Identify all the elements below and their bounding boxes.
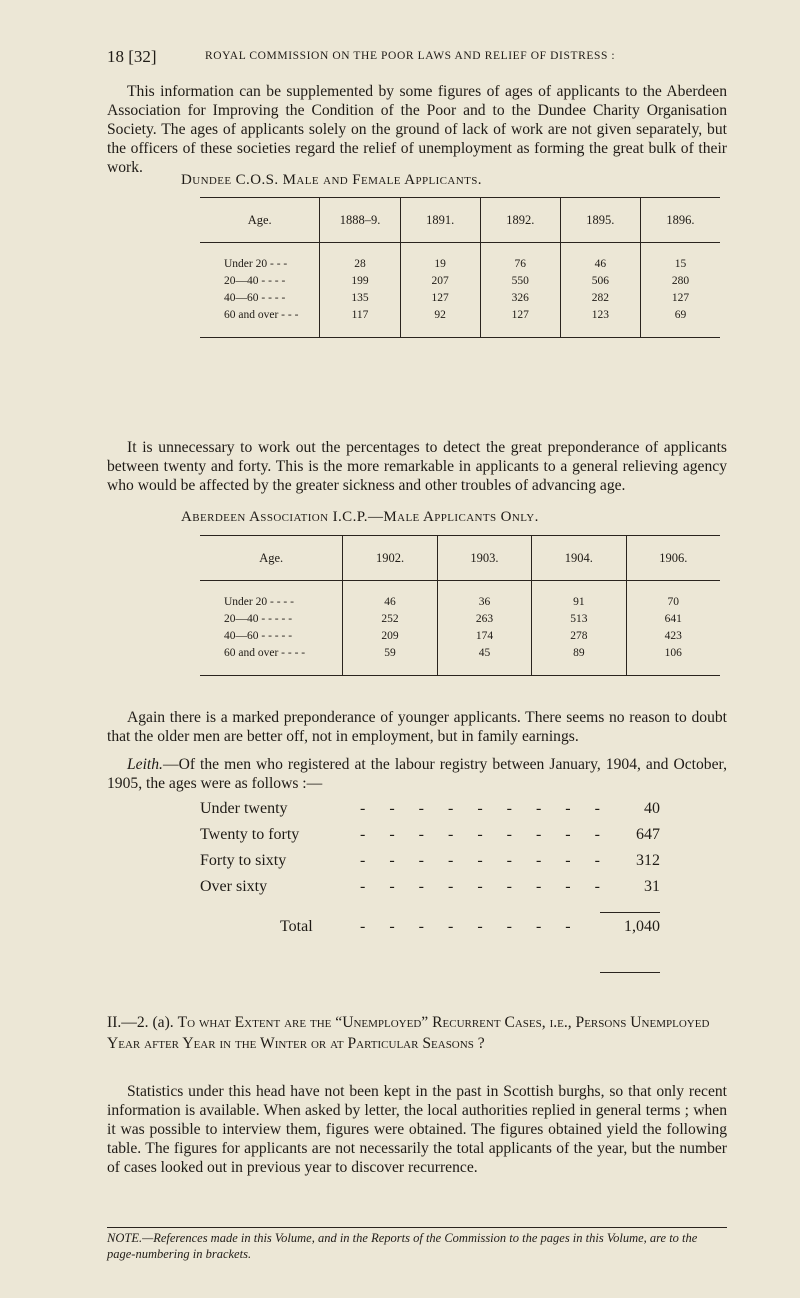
cell: 45 [437, 644, 531, 676]
cell: 89 [532, 644, 626, 676]
row-age: 40—60 - - - - [224, 291, 286, 304]
total-label: Total [280, 918, 313, 935]
list-item-label: Under twenty [200, 800, 288, 817]
table-row [200, 306, 720, 338]
cell: 282 [560, 289, 640, 306]
cell: 280 [640, 272, 720, 289]
total-rule-bottom [600, 972, 660, 973]
leith-paragraph [107, 755, 727, 793]
leith-intro: —Of the men who registered at the labour registry between January, 1904, and October, 1905, the ages were as follows :— [107, 756, 727, 792]
cell: 92 [400, 306, 480, 338]
table2-col-1906: 1906. [626, 536, 720, 581]
table-row [200, 243, 720, 273]
cell: 127 [400, 289, 480, 306]
list-item [200, 852, 660, 878]
cell: 36 [437, 581, 531, 611]
cell: 15 [640, 243, 720, 273]
table2-caption-text: Aberdeen Association I.C.P.—Male Applicants Only. [181, 509, 539, 525]
aberdeen-table [200, 535, 720, 676]
table2-col-1904: 1904. [532, 536, 626, 581]
list-item-value: 312 [636, 852, 660, 869]
list-item-value: 31 [644, 878, 660, 895]
cell: 174 [437, 627, 531, 644]
dundee-table [200, 197, 720, 338]
cell: 209 [343, 627, 437, 644]
table1-col-1891: 1891. [400, 198, 480, 243]
table1-caption [181, 172, 482, 189]
row-age: Under 20 - - - [224, 257, 288, 270]
middle-paragraph: It is unnecessary to work out the percentages to detect the great preponderance of applicants between twenty and forty. This is the more remarkable in applicants to a general relieving agency who would be affected by the greater sickness and other troubles of advancing age. [107, 439, 727, 494]
cell: 70 [626, 581, 720, 611]
section-heading [107, 1012, 727, 1054]
total-spacer [200, 904, 660, 918]
row-age: 20—40 - - - - - [224, 612, 293, 625]
cell: 91 [532, 581, 626, 611]
leith-ages-list [200, 800, 660, 946]
list-item [200, 878, 660, 904]
again-paragraph: Again there is a marked preponderance of younger applicants. There seems no reason to doubt that the older men are better off, not in employment, but in family earnings. [107, 709, 727, 745]
total-rule-top [600, 912, 660, 913]
running-title: ROYAL COMMISSION ON THE POOR LAWS AND RELIEF OF DISTRESS : [205, 50, 616, 62]
row-age: 40—60 - - - - - [224, 629, 293, 642]
cell: 46 [343, 581, 437, 611]
table-row [200, 627, 720, 644]
cell: 252 [343, 610, 437, 627]
page-header [107, 47, 727, 67]
cell: 550 [480, 272, 560, 289]
footnote-rule [107, 1227, 727, 1228]
table1-col-1892: 1892. [480, 198, 560, 243]
cell: 326 [480, 289, 560, 306]
table1-col-1896: 1896. [640, 198, 720, 243]
row-age: Under 20 - - - - [224, 595, 294, 608]
cell: 506 [560, 272, 640, 289]
row-age: 20—40 - - - - [224, 274, 286, 287]
final-paragraph: Statistics under this head have not been kept in the past in Scottish burghs, so that only recent information is available. When asked by letter, the local authorities replied in general terms ; when it was possible to interview them, figures were obtained. The figures obtained yield the following table. The figures for applicants are not necessarily the total applicants of the year, but the number of cases looked out in previous year to discover recurrence. [107, 1083, 727, 1176]
cell: 207 [400, 272, 480, 289]
table2-col-1903: 1903. [437, 536, 531, 581]
cell: 199 [320, 272, 400, 289]
table2-col-age: Age. [200, 536, 343, 581]
leader-dots: - - - - - - - - - [360, 878, 610, 895]
table1-header-row [200, 198, 720, 243]
cell: 135 [320, 289, 400, 306]
cell: 76 [480, 243, 560, 273]
leader-dots: - - - - - - - - - [360, 852, 610, 869]
table-row [200, 581, 720, 611]
total-row [200, 918, 660, 946]
row-age: 60 and over - - - [200, 306, 320, 338]
table-row [200, 644, 720, 676]
table2-col-1902: 1902. [343, 536, 437, 581]
cell: 127 [480, 306, 560, 338]
list-item [200, 800, 660, 826]
cell: 59 [343, 644, 437, 676]
cell: 513 [532, 610, 626, 627]
intro-paragraph: This information can be supplemented by some figures of ages of applicants to the Aberdeen Association for Improving the Condition of the Poor and to the Dundee Charity Organisation Society. The ages of applicants solely on the ground of lack of work are not given separately, but the officers of these societies regard the relief of unemployment as forming the great bulk of their work. [107, 83, 727, 176]
table2-caption [181, 509, 539, 526]
leader-dots: - - - - - - - - - [360, 826, 610, 843]
cell: 423 [626, 627, 720, 644]
list-item-value: 40 [644, 800, 660, 817]
leader-dots: - - - - - - - - - [360, 800, 610, 817]
section-number: II.—2. (a). [107, 1014, 174, 1031]
table1-col-age: Age. [200, 198, 320, 243]
page-number: 18 [32] [107, 47, 157, 66]
list-item-label: Forty to sixty [200, 852, 287, 869]
cell: 641 [626, 610, 720, 627]
table-row [200, 289, 720, 306]
row-age: 60 and over - - - - [200, 644, 343, 676]
leader-dots: - - - - - - - - [360, 918, 581, 935]
list-item-value: 647 [636, 826, 660, 843]
total-value: 1,040 [624, 918, 660, 935]
table1-col-1895: 1895. [560, 198, 640, 243]
list-item-label: Over sixty [200, 878, 268, 895]
cell: 127 [640, 289, 720, 306]
list-item [200, 826, 660, 852]
table1-caption-text: Dundee C.O.S. Male and Female Applicants. [181, 172, 482, 188]
cell: 263 [437, 610, 531, 627]
list-item-label: Twenty to forty [200, 826, 300, 843]
cell: 46 [560, 243, 640, 273]
table-row [200, 610, 720, 627]
cell: 106 [626, 644, 720, 676]
leith-place: Leith. [127, 756, 163, 773]
table-row [200, 272, 720, 289]
cell: 123 [560, 306, 640, 338]
footnote: NOTE.—References made in this Volume, and in the Reports of the Commission to the pages in this Volume, are to the page-numbering in brackets. [107, 1231, 698, 1261]
cell: 117 [320, 306, 400, 338]
cell: 278 [532, 627, 626, 644]
section-heading-text: To what Extent are the “Unemployed” Recurrent Cases, i.e., Persons Unemployed Year after Year in the Winter or at Particular Seasons ? [107, 1014, 710, 1052]
cell: 69 [640, 306, 720, 338]
table2-header-row [200, 536, 720, 581]
table1-col-1888: 1888–9. [320, 198, 400, 243]
cell: 28 [320, 243, 400, 273]
cell: 19 [400, 243, 480, 273]
